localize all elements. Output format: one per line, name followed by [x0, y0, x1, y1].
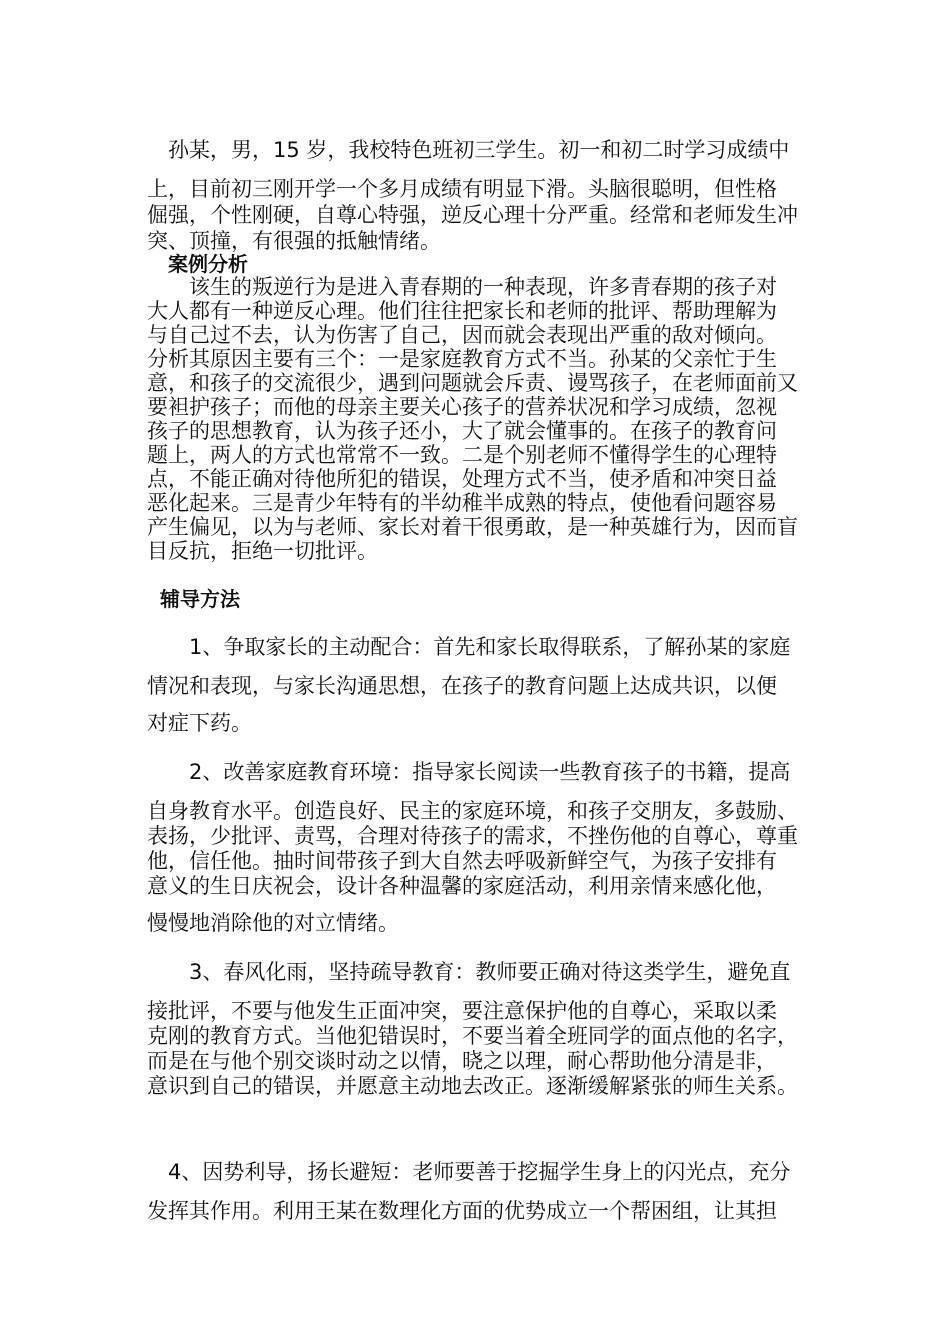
intro-line-1: 孙某，男，15 岁，我校特色班初三学生。初一和初二时学习成绩中 [168, 138, 790, 162]
method-2-line-2: 自身教育水平。创造良好、民主的家庭环境，和孩子交朋友，多鼓励、 [147, 799, 798, 823]
intro-line-3: 倔强，个性刚硬，自尊心特强，逆反心理十分严重。经常和老师发生冲 [147, 203, 798, 227]
method-2-line-6: 慢慢地消除他的对立情绪。 [147, 911, 399, 935]
method-4-line-2: 发挥其作用。利用王某在数理化方面的优势成立一个帮困组，让其担 [147, 1199, 777, 1223]
analysis-line-7: 孩子的思想教育，认为孩子还小，大了就会懂事的。在孩子的教育问 [147, 419, 777, 443]
analysis-line-1: 该生的叛逆行为是进入青春期的一种表现，许多青春期的孩子对 [189, 275, 777, 299]
method-1-line-3: 对症下药。 [147, 711, 252, 735]
method-2-line-3: 表扬，少批评、责骂，合理对待孩子的需求，不挫伤他的自尊心，尊重 [147, 824, 798, 848]
method-2-line-1: 2、改善家庭教育环境：指导家长阅读一些教育孩子的书籍，提高 [189, 760, 791, 784]
method-1-line-1: 1、争取家长的主动配合：首先和家长取得联系，了解孙某的家庭 [189, 635, 791, 659]
analysis-line-10: 恶化起来。三是青少年特有的半幼稚半成熟的特点，使他看问题容易 [147, 491, 777, 515]
analysis-line-3: 与自己过不去，认为伤害了自己，因而就会表现出严重的敌对倾向。 [147, 323, 777, 347]
method-2-line-5: 意义的生日庆祝会，设计各种温馨的家庭活动，利用亲情来感化他， [147, 874, 777, 898]
method-3-line-3: 克刚的教育方式。当他犯错误时，不要当着全班同学的面点他的名字， [147, 1024, 798, 1048]
analysis-line-11: 产生偏见，以为与老师、家长对着干很勇敢，是一种英雄行为，因而盲 [147, 515, 798, 539]
analysis-line-9: 点，不能正确对待他所犯的错误，处理方式不当，使矛盾和冲突日益 [147, 467, 777, 491]
analysis-line-8: 题上，两人的方式也常常不一致。二是个别老师不懂得学生的心理特 [147, 443, 777, 467]
analysis-heading: 案例分析 [168, 252, 248, 276]
analysis-line-2: 大人都有一种逆反心理。他们往往把家长和老师的批评、帮助理解为 [147, 299, 777, 323]
method-3-line-4: 而是在与他个别交谈时动之以情，晓之以理，耐心帮助他分清是非， [147, 1049, 777, 1073]
analysis-line-5: 意，和孩子的交流很少，遇到问题就会斥责、谩骂孩子，在老师面前又 [147, 371, 798, 395]
method-1-line-2: 情况和表现，与家长沟通思想，在孩子的教育问题上达成共识，以便 [147, 674, 777, 698]
method-3-line-2: 接批评，不要与他发生正面冲突，要注意保护他的自尊心，采取以柔 [147, 999, 777, 1023]
analysis-line-6: 要袒护孩子；而他的母亲主要关心孩子的营养状况和学习成绩，忽视 [147, 395, 777, 419]
analysis-line-4: 分析其原因主要有三个：一是家庭教育方式不当。孙某的父亲忙于生 [147, 347, 777, 371]
method-3-line-5: 意识到自己的错误，并愿意主动地去改正。逐渐缓解紧张的师生关系。 [147, 1074, 798, 1098]
methods-heading: 辅导方法 [160, 587, 240, 611]
method-2-line-4: 他，信任他。抽时间带孩子到大自然去呼吸新鲜空气，为孩子安排有 [147, 849, 777, 873]
method-3-line-1: 3、春风化雨，坚持疏导教育：教师要正确对待这类学生，避免直 [189, 960, 791, 984]
analysis-line-12: 目反抗，拒绝一切批评。 [147, 539, 378, 563]
method-4-line-1: 4、因势利导，扬长避短：老师要善于挖掘学生身上的闪光点，充分 [168, 1160, 791, 1184]
intro-line-2: 上，目前初三刚开学一个多月成绩有明显下滑。头脑很聪明，但性格 [147, 177, 777, 201]
intro-line-4: 突、顶撞，有很强的抵触情绪。 [147, 229, 441, 253]
